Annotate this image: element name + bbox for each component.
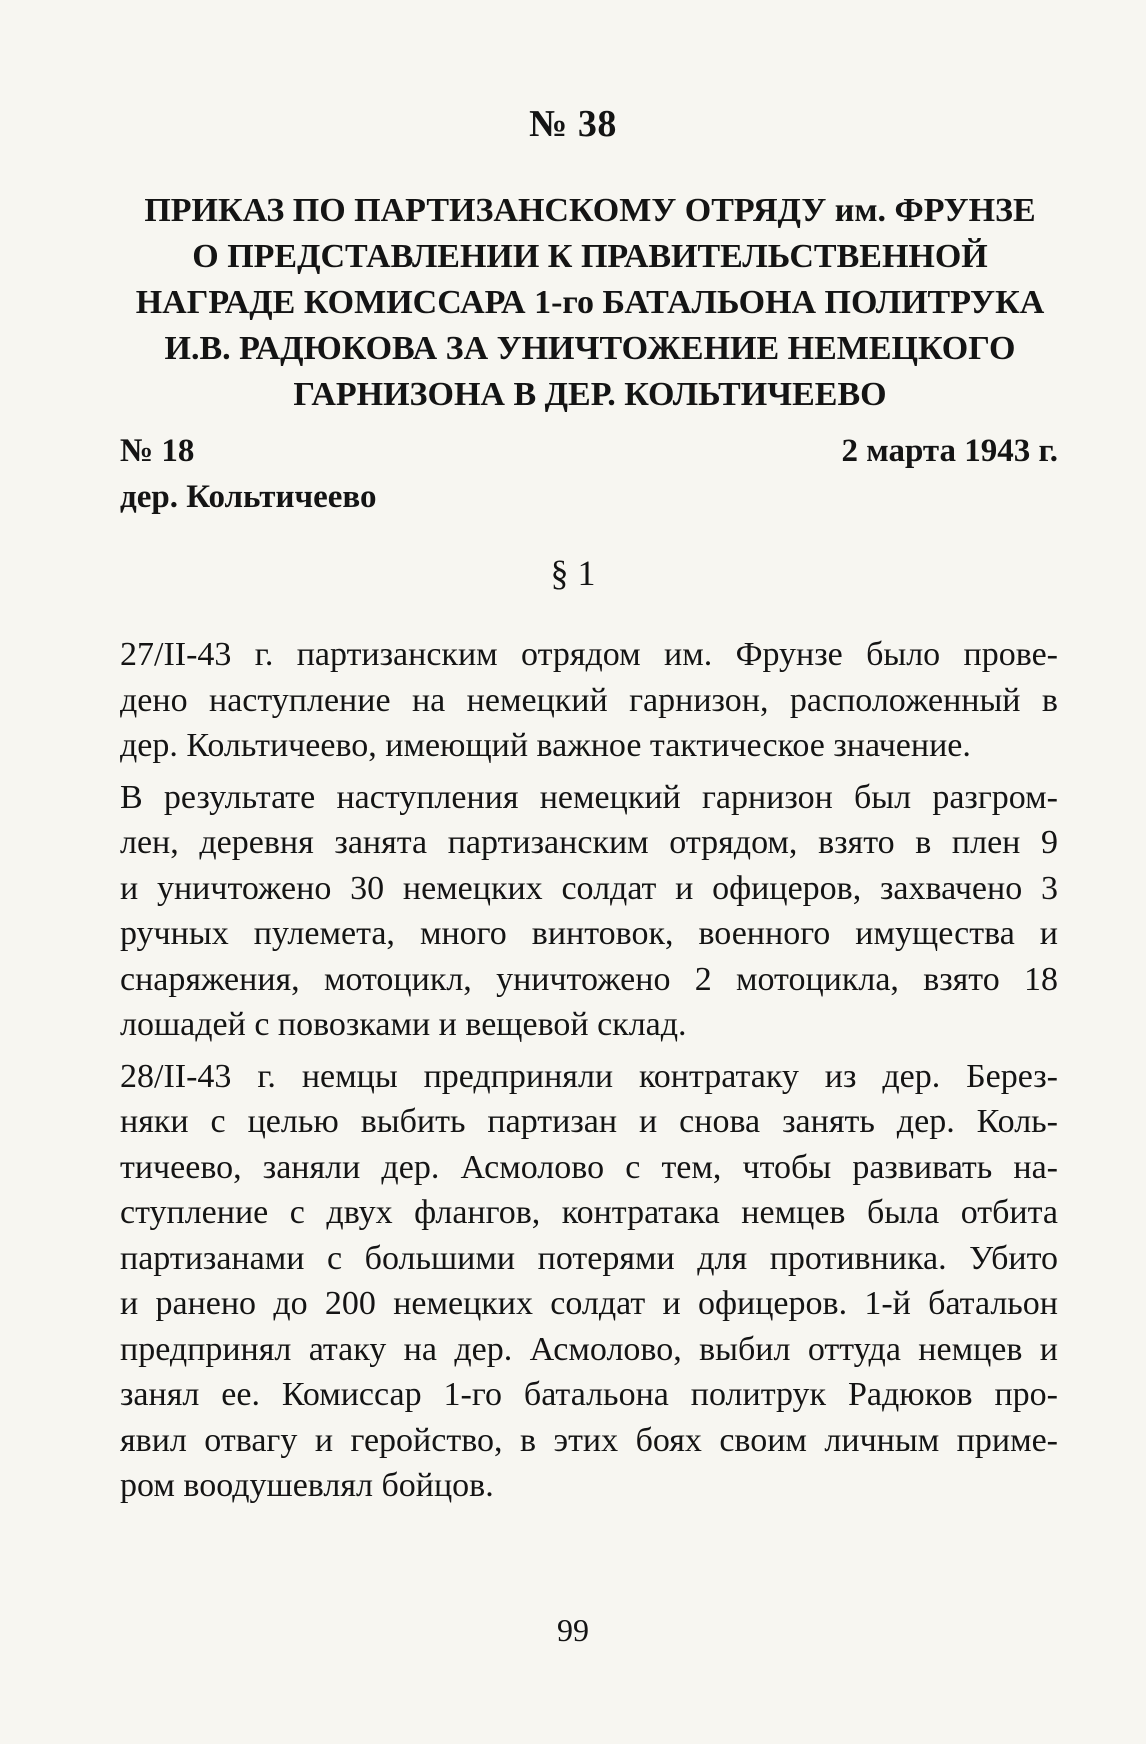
text-line: и уничтожено 30 немецких солдат и офицеров, захвачено 3 — [120, 869, 1058, 907]
paragraph — [120, 775, 1058, 1048]
text-line: няки с целью выбить партизан и снова занять дер. Коль- — [120, 1103, 1058, 1140]
text-line: предпринял атаку на дер. Асмолово, выбил оттуда немцев и — [120, 1330, 1058, 1368]
title-line: ПРИКАЗ ПО ПАРТИЗАНСКОМУ ОТРЯДУ им. ФРУНЗЕ — [144, 192, 1036, 229]
document-title — [120, 188, 1060, 418]
text-line: ступление с двух флангов, контратака немцев была отбита — [120, 1194, 1058, 1231]
text-line: и ранено до 200 немецких солдат и офицеров. 1-й батальон — [120, 1285, 1058, 1322]
title-line: ГАРНИЗОНА В ДЕР. КОЛЬТИЧЕЕВО — [293, 376, 887, 413]
text-line: партизанами с большими потерями для противника. Убито — [120, 1239, 1058, 1277]
title-line: О ПРЕДСТАВЛЕНИИ К ПРАВИТЕЛЬСТВЕННОЙ — [192, 238, 988, 275]
document-number: № 38 — [529, 103, 617, 145]
text-line: лошадей с повозками и вещевой склад. — [120, 1006, 687, 1043]
page-number: 99 — [557, 1612, 589, 1648]
order-place: дер. Кольтичеево — [120, 479, 377, 515]
text-line: ручных пулемета, много винтовок, военного имущества и — [120, 915, 1058, 952]
order-date: 2 марта 1943 г. — [841, 433, 1058, 469]
text-line: В результате наступления немецкий гарнизон был разгром- — [120, 778, 1058, 816]
title-line: НАГРАДЕ КОМИССАРА 1-го БАТАЛЬОНА ПОЛИТРУКА — [135, 284, 1045, 321]
text-line: ром воодушевлял бойцов. — [120, 1467, 494, 1504]
order-number: № 18 — [120, 433, 195, 469]
text-line: явил отвагу и геройство, в этих боях своим личным приме- — [120, 1421, 1058, 1459]
text-line: 28/II-43 г. немцы предприняли контратаку из дер. Берез- — [120, 1057, 1058, 1095]
text-line: 27/II-43 г. партизанским отрядом им. Фрунзе было прове- — [120, 636, 1058, 673]
paragraph — [120, 632, 1058, 769]
order-body — [120, 632, 1058, 1515]
paragraph — [120, 1054, 1058, 1509]
text-line: занял ее. Комиссар 1-го батальона политрук Радюков про- — [120, 1376, 1058, 1413]
order-meta — [120, 428, 376, 520]
text-line: дено наступление на немецкий гарнизон, расположенный в — [120, 681, 1058, 719]
section-heading: § 1 — [550, 553, 596, 593]
text-line: дер. Кольтичеево, имеющий важное тактическое значение. — [120, 727, 971, 764]
text-line: снаряжения, мотоцикл, уничтожено 2 мотоцикла, взято 18 — [120, 960, 1058, 998]
text-line: тичеево, заняли дер. Асмолово с тем, чтобы развивать на- — [120, 1148, 1058, 1186]
text-line: лен, деревня занята партизанским отрядом, взято в плен 9 — [120, 824, 1058, 861]
title-line: И.В. РАДЮКОВА ЗА УНИЧТОЖЕНИЕ НЕМЕЦКОГО — [164, 330, 1016, 367]
